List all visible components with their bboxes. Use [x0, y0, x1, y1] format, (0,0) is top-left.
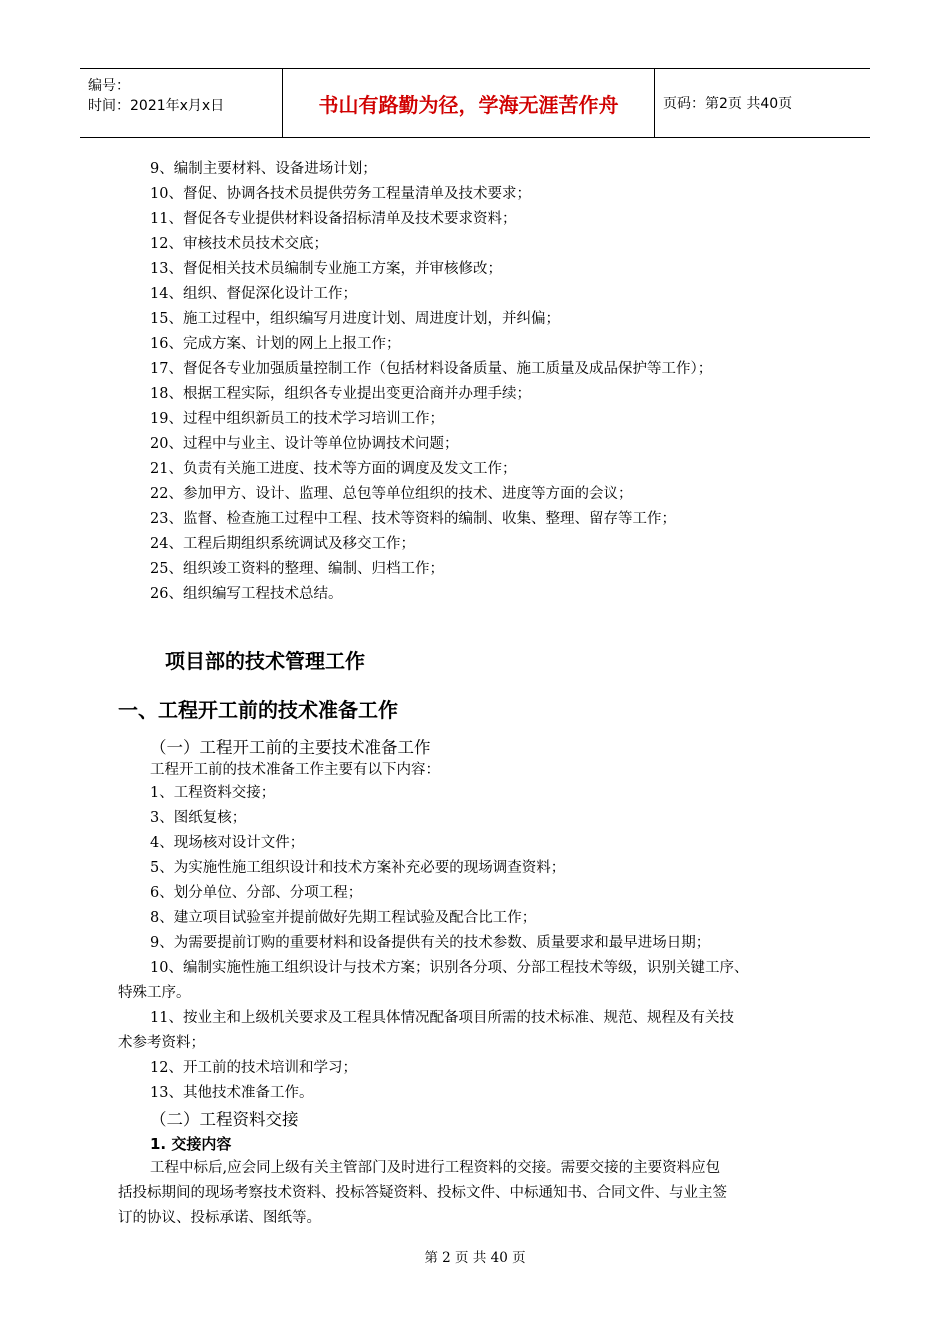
list-item: 4、现场核对设计文件；	[150, 835, 305, 851]
list-item: 24、工程后期组织系统调试及移交工作；	[150, 536, 415, 552]
doc-time-label: 时间：2021年x月x日	[88, 98, 225, 114]
list-item: 1、工程资料交接；	[150, 785, 276, 801]
list-item: 26、组织编写工程技术总结。	[150, 586, 343, 602]
intro-text: 工程开工前的技术准备工作主要有以下内容：	[150, 762, 440, 778]
list-item: 21、负责有关施工进度、技术等方面的调度及发文工作；	[150, 461, 517, 477]
list-item: 9、为需要提前订购的重要材料和设备提供有关的技术参数、质量要求和最早进场日期；	[150, 935, 711, 951]
list-item: 5、为实施性施工组织设计和技术方案补充必要的现场调查资料；	[150, 860, 566, 876]
list-item: 6、划分单位、分部、分项工程；	[150, 885, 363, 901]
list-item: 12、审核技术员技术交底；	[150, 236, 328, 252]
header-meta-cell	[80, 69, 283, 137]
list-item-10-b: 特殊工序。	[118, 985, 191, 1001]
list-item-11-a: 11、按业主和上级机关要求及工程具体情况配备项目所需的技术标准、规范、规程及有关技	[150, 1010, 734, 1026]
list-item: 20、过程中与业主、设计等单位协调技术问题；	[150, 436, 459, 452]
list-item: 17、督促各专业加强质量控制工作（包括材料设备质量、施工质量及成品保护等工作）；	[150, 361, 713, 377]
list-item: 22、参加甲方、设计、监理、总包等单位组织的技术、进度等方面的会议；	[150, 486, 633, 502]
header-motto: 书山有路勤为径，学海无涯苦作舟	[283, 69, 655, 137]
list-item: 16、完成方案、计划的网上上报工作；	[150, 336, 401, 352]
list-item: 8、建立项目试验室并提前做好先期工程试验及配合比工作；	[150, 910, 537, 926]
chapter-title: 一、工程开工前的技术准备工作	[118, 698, 398, 722]
list-item: 3、图纸复核；	[150, 810, 247, 826]
list-item: 19、过程中组织新员工的技术学习培训工作；	[150, 411, 444, 427]
list-item: 10、督促、协调各技术员提供劳务工程量清单及技术要求；	[150, 186, 531, 202]
list-item: 14、组织、督促深化设计工作；	[150, 286, 357, 302]
list-item: 11、督促各专业提供材料设备招标清单及技术要求资料；	[150, 211, 517, 227]
subsection-title-2: （二）工程资料交接	[150, 1110, 299, 1129]
doc-number-label: 编号：	[88, 78, 130, 94]
paragraph-line-1: 工程中标后,应会同上级有关主管部门及时进行工程资料的交接。需要交接的主要资料应包	[150, 1160, 721, 1176]
list-item: 15、施工过程中，组织编写月进度计划、周进度计划，并纠偏；	[150, 311, 560, 327]
list-item: 25、组织竣工资料的整理、编制、归档工作；	[150, 561, 444, 577]
paragraph-line-2: 括投标期间的现场考察技术资料、投标答疑资料、投标文件、中标通知书、合同文件、与业主签	[118, 1185, 727, 1201]
page-footer: 第 2 页 共 40 页	[424, 1250, 526, 1266]
subsection-heading-1: 1. 交接内容	[150, 1135, 232, 1153]
header-page-info: 页码：第2页 共40页	[663, 96, 793, 112]
list-item-11-b: 术参考资料；	[118, 1035, 205, 1051]
subsection-title-1: （一）工程开工前的主要技术准备工作	[150, 738, 431, 757]
list-item: 13、督促相关技术员编制专业施工方案，并审核修改；	[150, 261, 502, 277]
list-item-12: 12、开工前的技术培训和学习；	[150, 1060, 357, 1076]
list-item: 23、监督、检查施工过程中工程、技术等资料的编制、收集、整理、留存等工作；	[150, 511, 676, 527]
section-title: 项目部的技术管理工作	[165, 649, 365, 673]
list-item: 18、根据工程实际，组织各专业提出变更洽商并办理手续；	[150, 386, 531, 402]
list-item: 9、编制主要材料、设备进场计划；	[150, 161, 377, 177]
list-item-10-a: 10、编制实施性施工组织设计与技术方案；识别各分项、分部工程技术等级，识别关键工序、	[150, 960, 749, 976]
paragraph-line-3: 订的协议、投标承诺、图纸等。	[118, 1210, 321, 1226]
page-header	[80, 68, 870, 138]
list-item-13: 13、其他技术准备工作。	[150, 1085, 314, 1101]
